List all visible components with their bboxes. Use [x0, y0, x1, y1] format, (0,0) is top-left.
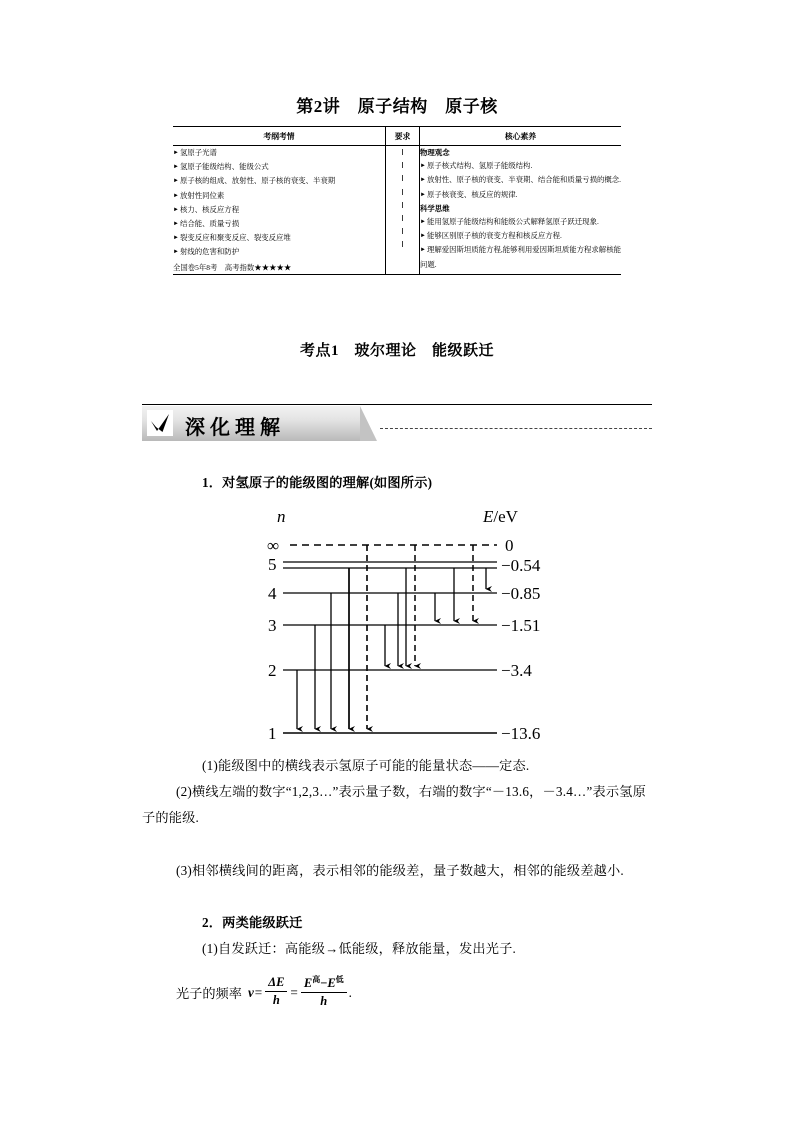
- requirement-value: Ⅰ: [401, 200, 404, 210]
- svg-text:∞: ∞: [267, 536, 280, 555]
- list-item: ►结合能、质量亏损: [173, 219, 240, 229]
- column-header-requirement: 要求: [386, 127, 420, 146]
- banner-dashed-rule: [380, 428, 652, 429]
- svg-text:−13.6: −13.6: [501, 724, 541, 743]
- requirement-value: Ⅰ: [401, 214, 404, 224]
- formula-period: .: [348, 984, 352, 1000]
- requirement-value: Ⅰ: [401, 187, 404, 197]
- triangle-bullet-icon: ►: [420, 163, 426, 170]
- energy-level-diagram: [265, 505, 565, 750]
- triangle-bullet-icon: ►: [420, 219, 426, 226]
- literacy-cell: [420, 146, 621, 275]
- svg-text:−1.51: −1.51: [501, 616, 541, 635]
- svg-text:2: 2: [268, 661, 277, 680]
- outline-cell: [173, 146, 386, 275]
- triangle-bullet-icon: ►: [173, 150, 179, 156]
- svg-text:5: 5: [268, 555, 277, 574]
- photon-frequency-formula: [176, 975, 352, 1010]
- requirement-value: Ⅰ: [401, 174, 404, 184]
- list-item: ►原子核衰变、核反应的规律.: [420, 189, 518, 199]
- list-item: ►原子核式结构、氢原子能级结构.: [420, 161, 533, 171]
- paragraph-2: (2)横线左端的数字“1,2,3…”表示量子数，右端的数字“－13.6，－3.4…”表示氢原子的能级.: [142, 784, 646, 825]
- table-header-row: [173, 127, 621, 146]
- list-item: ►氢原子能级结构、能级公式: [173, 162, 269, 172]
- svg-text:−3.4: −3.4: [501, 661, 532, 680]
- subsection-heading-2: 2．两类能级跃迁: [202, 915, 303, 930]
- list-item: ►放射性同位素: [173, 190, 225, 200]
- deepen-understanding-banner: [142, 398, 652, 444]
- fraction-delta-e-over-h: [265, 975, 287, 1008]
- page-title: 第2讲 原子结构 原子核: [296, 97, 498, 116]
- list-item: ►能够区别原子核的衰变方程和核反应方程.: [420, 231, 562, 241]
- requirement-cell: [386, 146, 420, 275]
- fraction-numerator: ΔE: [268, 975, 285, 989]
- svg-text:−0.54: −0.54: [501, 556, 541, 575]
- fraction-energy-diff-over-h: [301, 974, 347, 1009]
- triangle-bullet-icon: ►: [173, 249, 179, 256]
- formula-nu: ν: [247, 984, 254, 1000]
- formula-lead-text: 光子的频率: [176, 986, 242, 1002]
- triangle-bullet-icon: ►: [420, 191, 426, 198]
- column-header-literacy: 核心素养: [420, 127, 621, 146]
- paragraph-3: (3)相邻横线间的距离，表示相邻的能级差，量子数越大，相邻的能级差越小.: [176, 863, 624, 878]
- svg-text:n: n: [277, 507, 286, 526]
- svg-text:4: 4: [268, 584, 277, 603]
- list-item: ►氢原子光谱: [173, 148, 217, 157]
- requirement-value: Ⅰ: [401, 148, 404, 157]
- paragraph-4: (1)自发跃迁：高能级→低能级，释放能量，发出光子.: [202, 941, 516, 956]
- svg-text:E/eV: E/eV: [483, 507, 518, 526]
- list-item: ►能用氢原子能级结构和能级公式解释氢原子跃迁现象.: [420, 217, 599, 227]
- requirement-value: Ⅰ: [401, 161, 404, 171]
- formula-equals-2: =: [290, 984, 298, 1000]
- triangle-bullet-icon: ►: [173, 221, 179, 228]
- syllabus-table: [173, 126, 621, 275]
- exam-index-footer: 全国卷5年8考 高考指数★★★★★: [173, 262, 292, 272]
- column-header-outline: 考纲考情: [173, 127, 386, 146]
- list-item: ►理解爱因斯坦质能方程,能够利用爱因斯坦质能方程求解核能问题.: [420, 245, 621, 269]
- formula-equals-1: =: [254, 984, 263, 1000]
- triangle-bullet-icon: ►: [420, 233, 426, 240]
- paragraph-1: (1)能级图中的横线表示氢原子可能的能量状态——定态.: [202, 758, 530, 773]
- list-item: ►核力、核反应方程: [173, 204, 240, 214]
- fraction-denominator: h: [320, 994, 328, 1009]
- list-item: ►裂变反应和聚变反应、裂变反应堆: [173, 233, 291, 243]
- requirement-value: Ⅰ: [401, 227, 404, 237]
- section-heading-kaodian: 考点1 玻尔理论 能级跃迁: [299, 343, 494, 359]
- triangle-bullet-icon: ►: [173, 235, 179, 242]
- triangle-bullet-icon: ►: [420, 177, 426, 184]
- check-icon: [147, 410, 173, 436]
- list-item: ►放射性、原子核的衰变、半衰期、结合能和质量亏损的概念.: [420, 175, 621, 185]
- triangle-bullet-icon: ►: [173, 206, 179, 213]
- literacy-group-heading: 物理观念: [420, 148, 450, 157]
- svg-text:−0.85: −0.85: [501, 584, 541, 603]
- svg-text:0: 0: [505, 536, 514, 555]
- fraction-numerator: $E^高-E^低$: [303, 975, 344, 990]
- triangle-bullet-icon: ►: [420, 247, 426, 254]
- requirement-value: Ⅰ: [401, 240, 404, 250]
- subsection-heading-1: 1．对氢原子的能级图的理解(如图所示): [202, 475, 433, 490]
- table-body-row: [173, 146, 621, 275]
- triangle-bullet-icon: ►: [173, 164, 179, 171]
- fraction-denominator: h: [272, 993, 280, 1008]
- svg-text:1: 1: [268, 724, 277, 743]
- triangle-bullet-icon: ►: [173, 178, 179, 185]
- banner-label: 深化理解: [185, 417, 285, 439]
- svg-text:3: 3: [268, 616, 277, 635]
- literacy-group-heading: 科学思维: [420, 203, 450, 213]
- list-item: ►射线的危害和防护: [173, 247, 240, 257]
- triangle-bullet-icon: ►: [173, 192, 179, 199]
- list-item: ►原子核的组成、放射性、原子核的衰变、半衰期: [173, 176, 336, 186]
